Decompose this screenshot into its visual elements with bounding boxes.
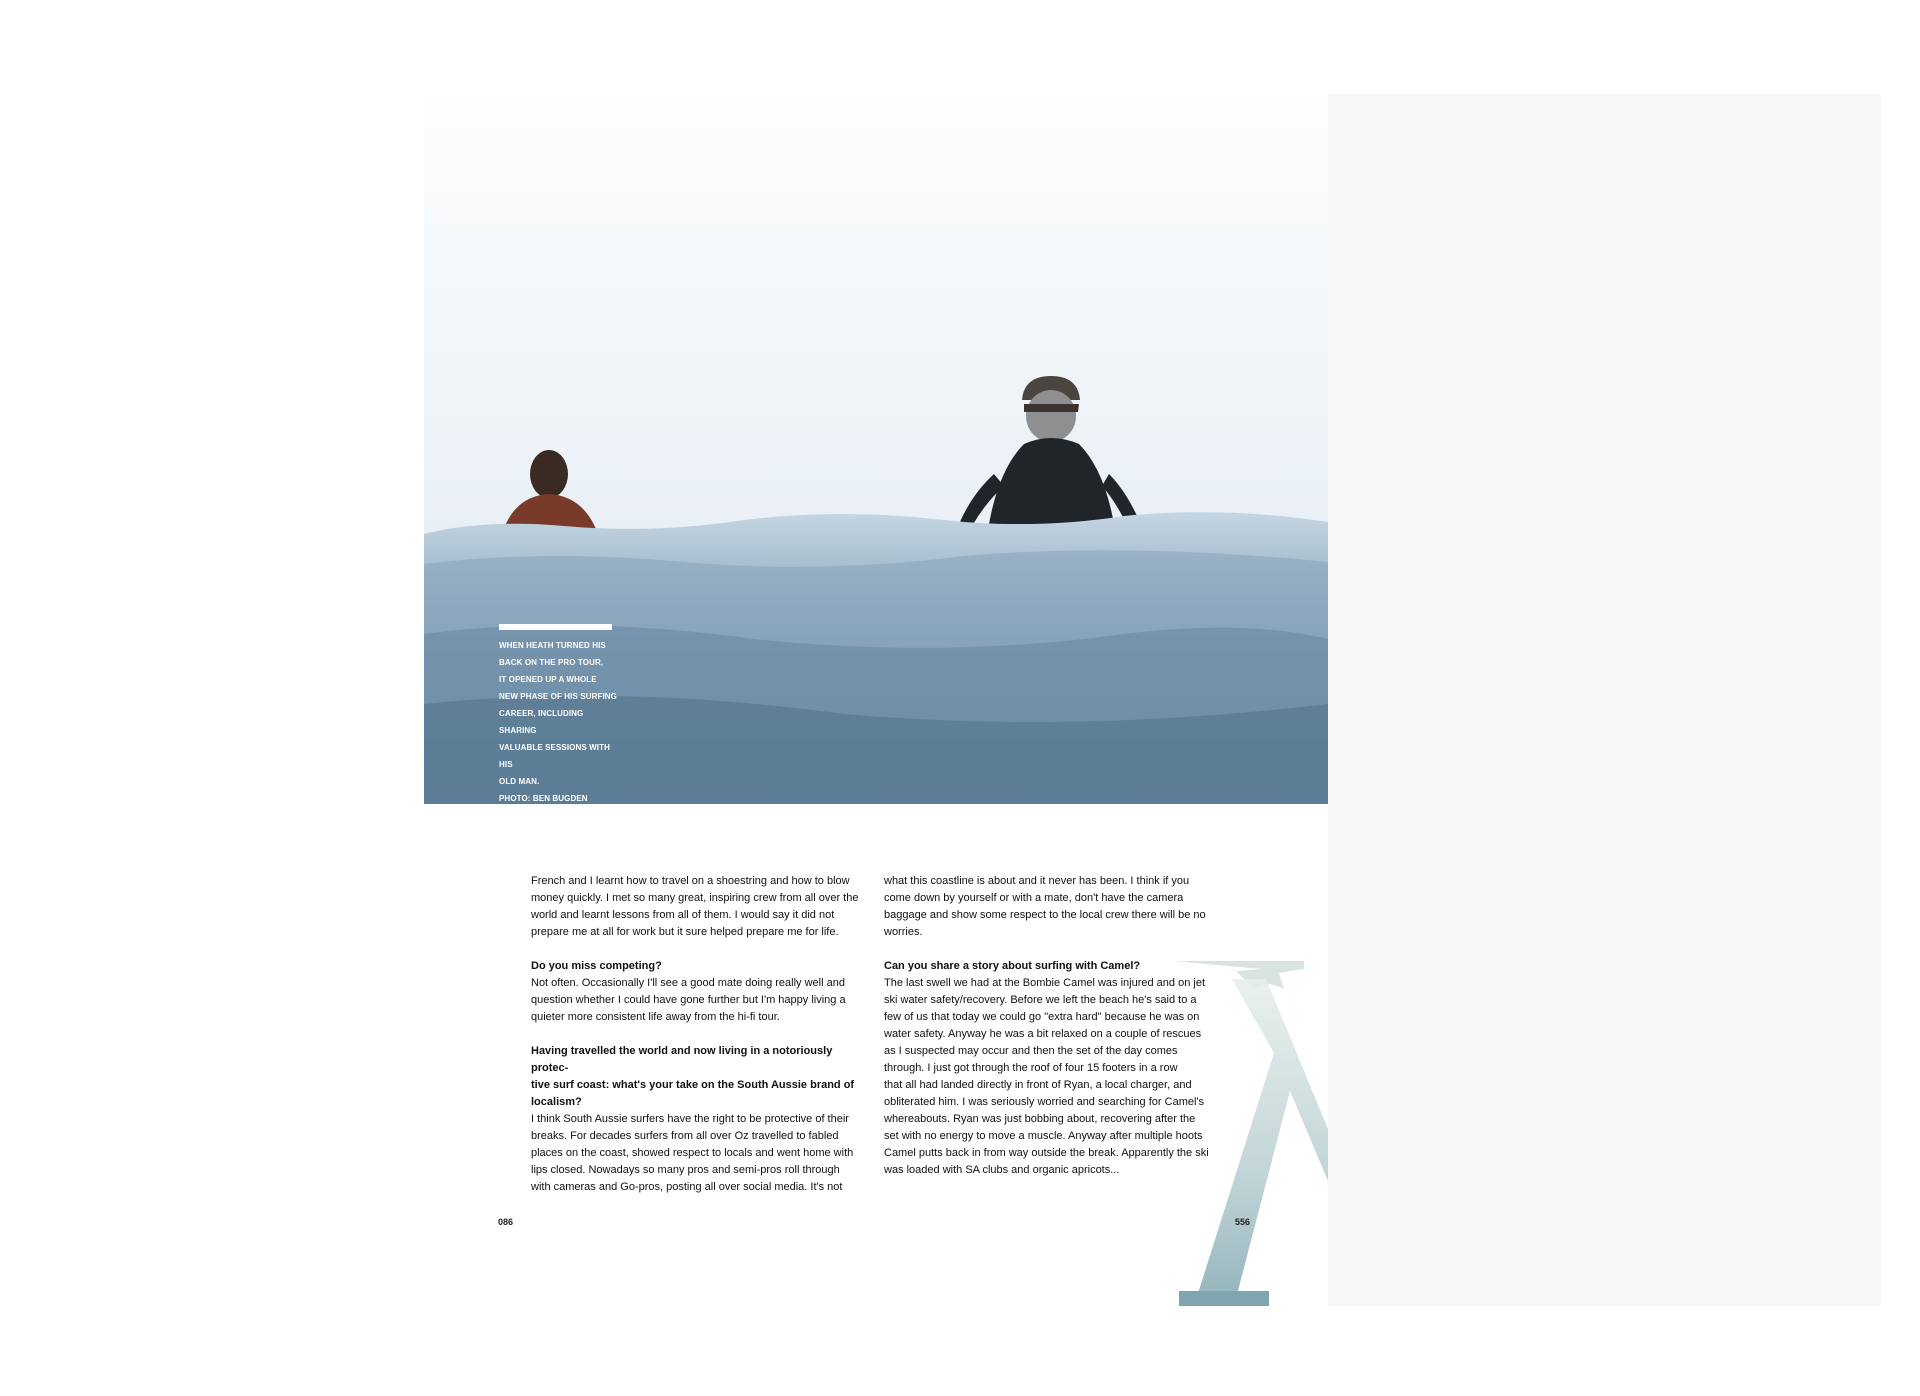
body-line: obliterated him. I was seriously worried and searching for Camel's <box>884 1096 1205 1108</box>
body-line: places on the coast, showed respect to locals and went home with <box>531 1147 854 1159</box>
caption-line: VALUABLE SESSIONS WITH HIS <box>499 743 610 769</box>
caption-line: NEW PHASE OF HIS SURFING <box>499 692 617 701</box>
caption-line: WHEN HEATH TURNED HIS <box>499 641 606 650</box>
body-line: that all had landed directly in front of Ryan, a local charger, and <box>884 1079 1192 1091</box>
photo-credit: PHOTO: BEN BUGDEN <box>499 794 588 803</box>
interview-question: Can you share a story about surfing with Camel? <box>884 960 1141 972</box>
caption-line: OLD MAN. <box>499 777 540 786</box>
body-line: Not often. Occasionally I'll see a good mate doing really well and <box>531 977 845 989</box>
body-line: prepare me at all for work but it sure helped prepare me for life. <box>531 926 839 938</box>
page-number-left: 086 <box>498 1217 514 1227</box>
article-column-left <box>531 873 871 1196</box>
body-line: few of us that today we could go "extra hard" because he was on <box>884 1011 1200 1023</box>
page-number-right: 556 <box>1235 1217 1251 1227</box>
body-line: set with no energy to move a muscle. Anyway after multiple hoots <box>884 1130 1203 1142</box>
body-line: with cameras and Go-pros, posting all over social media. It's not <box>531 1181 843 1193</box>
body-line: whereabouts. Ryan was just bobbing about, recovering after the <box>884 1113 1196 1125</box>
body-line: world and learnt lessons from all of them. I would say it did not <box>531 909 835 921</box>
body-line: breaks. For decades surfers from all over Oz travelled to fabled <box>531 1130 839 1142</box>
interview-question: tive surf coast: what's your take on the South Aussie brand of <box>531 1079 855 1091</box>
caption-line: CAREER, INCLUDING SHARING <box>499 709 584 735</box>
caption-line: BACK ON THE PRO TOUR, <box>499 658 604 667</box>
caption-line: IT OPENED UP A WHOLE <box>499 675 597 684</box>
body-line: I think South Aussie surfers have the right to be protective of their <box>531 1113 849 1125</box>
left-page <box>424 94 1328 1306</box>
article-column-right <box>884 873 1224 1179</box>
right-page-blank <box>1328 94 1881 1306</box>
body-line: water safety. Anyway he was a bit relaxed on a couple of rescues <box>884 1028 1202 1040</box>
body-line: quieter more consistent life away from the hi-fi tour. <box>531 1011 780 1023</box>
body-line: come down by yourself or with a mate, don't have the camera <box>884 892 1184 904</box>
photo-caption <box>499 637 619 804</box>
body-line: lips closed. Nowadays so many pros and semi-pros roll through <box>531 1164 840 1176</box>
body-line: worries. <box>884 926 923 938</box>
body-line: The last swell we had at the Bombie Camel was injured and on jet <box>884 977 1206 989</box>
surf-photo <box>424 94 1328 804</box>
body-line: money quickly. I met so many great, inspiring crew from all over the <box>531 892 859 904</box>
body-line: French and I learnt how to travel on a shoestring and how to blow <box>531 875 850 887</box>
interview-question: Do you miss competing? <box>531 960 662 972</box>
body-line: through. I just got through the roof of four 15 footers in a row <box>884 1062 1178 1074</box>
magazine-spread <box>424 94 1881 1306</box>
body-line: question whether I could have gone further but I'm happy living a <box>531 994 846 1006</box>
interview-question: localism? <box>531 1096 582 1108</box>
body-line: Camel putts back in from way outside the break. Apparently the ski <box>884 1147 1209 1159</box>
body-line: baggage and show some respect to the local crew there will be no <box>884 909 1206 921</box>
body-line: what this coastline is about and it never has been. I think if you <box>884 875 1190 887</box>
body-line: was loaded with SA clubs and organic apricots... <box>884 1164 1120 1176</box>
interview-question: Having travelled the world and now living in a notoriously protec- <box>531 1045 833 1074</box>
body-line: as I suspected may occur and then the set of the day comes <box>884 1045 1178 1057</box>
caption-rule <box>499 624 612 630</box>
body-line: ski water safety/recovery. Before we left the beach he's said to a <box>884 994 1197 1006</box>
